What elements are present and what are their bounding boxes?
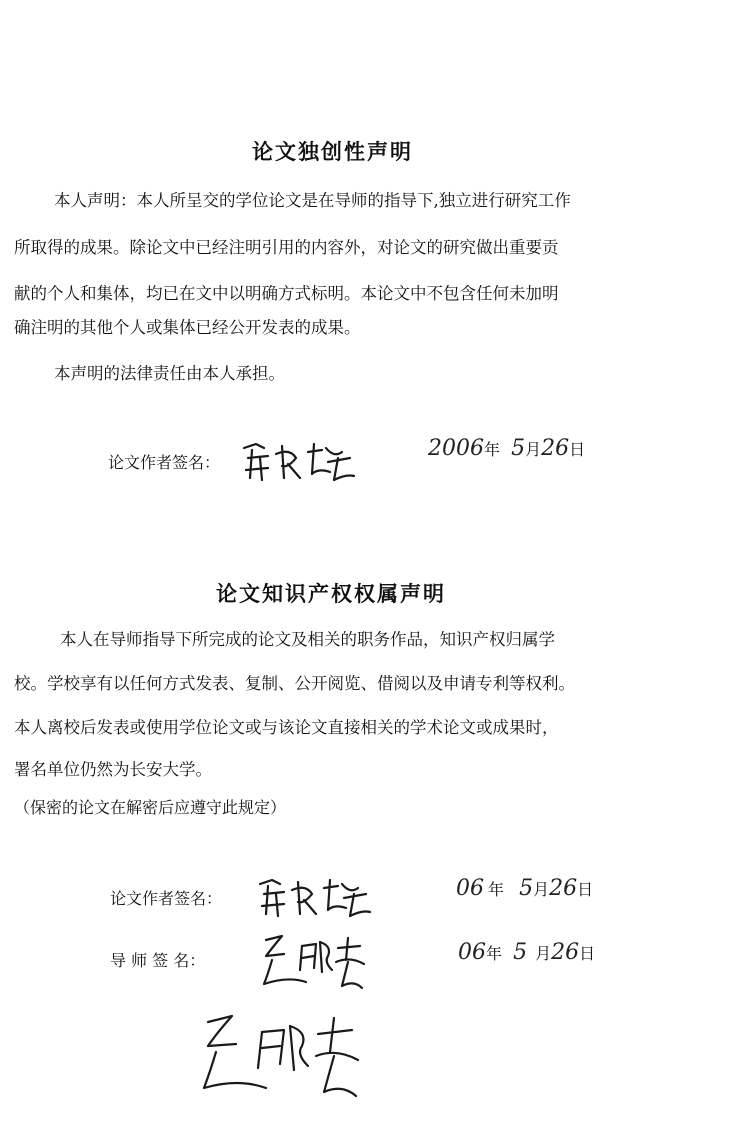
advisor-signature-1 [258,926,368,996]
section1-line-2: 所取得的成果。除论文中已经注明引用的内容外，对论文的研究做出重要贡 [14,238,559,257]
section1-date-month: 5 [511,436,526,461]
section1-line-3: 献的个人和集体，均已在文中以明确方式标明。本论文中不包含任何未加明 [14,284,559,303]
section2-author-date-month-char: 月 [533,880,550,899]
section1-date-day: 26 [541,436,570,461]
section2-line-1: 本人在导师指导下所完成的论文及相关的职务作品，知识产权归属学 [60,630,555,649]
section2-author-date-day: 26 [549,876,578,901]
section2-note: （保密的论文在解密后应遵守此规定） [14,798,287,817]
section2-author-date-day-char: 日 [577,880,594,899]
advisor-signature-2 [196,1004,366,1104]
section1-date-month-char: 月 [525,440,542,459]
section1-line-1: 本人声明：本人所呈交的学位论文是在导师的指导下,独立进行研究工作 [54,191,571,210]
section1-signature-label: 论文作者签名： [108,453,221,472]
section1-date [428,436,585,461]
section2-title: 论文知识产权权属声明 [216,582,446,606]
section2-advisor-date [458,940,595,965]
section2-line-4: 署名单位仍然为长安大学。 [14,760,212,779]
author-signature-2 [254,866,374,926]
section2-author-date-year-char: 年 [488,880,505,899]
section1-date-year: 2006 [428,436,484,461]
section2-advisor-date-day: 26 [551,940,580,965]
section2-advisor-label: 导 师 签 名： [110,951,206,970]
section2-author-date-year: 06 [456,876,484,901]
section1-date-day-char: 日 [569,440,586,459]
section1-line-4: 确注明的其他个人或集体已经公开发表的成果。 [14,318,361,337]
section2-advisor-date-year: 06 [458,940,486,965]
section2-advisor-date-month-char: 月 [535,944,552,963]
section2-advisor-date-year-char: 年 [486,944,503,963]
section2-advisor-date-month: 5 [513,940,528,965]
section1-date-year-char: 年 [484,440,501,459]
section2-author-label: 论文作者签名： [110,889,223,908]
section2-author-date [456,876,593,901]
section2-author-date-month: 5 [519,876,534,901]
section2-line-3: 本人离校后发表或使用学位论文或与该论文直接相关的学术论文或成果时， [14,718,559,737]
section2-advisor-date-day-char: 日 [579,944,596,963]
section1-title: 论文独创性声明 [252,140,413,164]
author-signature-1 [238,428,358,488]
section2-line-2: 校。学校享有以任何方式发表、复制、公开阅览、借阅以及申请专利等权利。 [14,674,575,693]
section1-line-5: 本声明的法律责任由本人承担。 [54,364,285,383]
